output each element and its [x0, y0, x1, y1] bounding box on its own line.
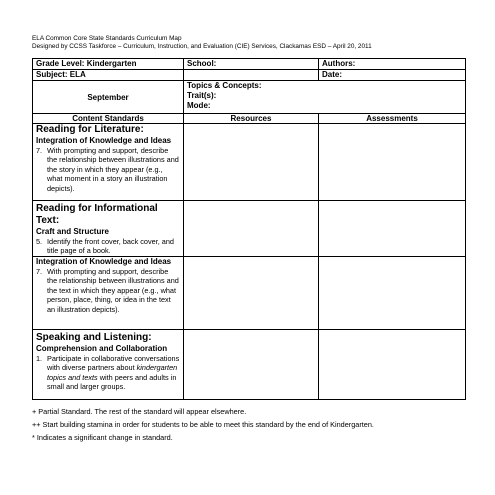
standard-description: Identify the front cover, back cover, and title page of a book. — [47, 237, 174, 256]
assessments-cell — [319, 257, 466, 330]
footnote-significant-change: * Indicates a significant change in standard. — [32, 433, 173, 442]
standard-text — [36, 267, 180, 314]
standard-number: 1. — [36, 354, 43, 363]
standard-text — [36, 146, 180, 193]
column-header-row — [33, 114, 466, 124]
topics-label: Topics & Concepts: — [187, 81, 262, 90]
month-row — [33, 81, 466, 114]
section-title: Reading for Literature: — [36, 124, 144, 135]
standard-row — [33, 201, 466, 257]
standard-number: 7. — [36, 146, 43, 155]
section-subtitle: Integration of Knowledge and Ideas — [36, 257, 172, 266]
resources-cell — [184, 330, 319, 400]
authors-cell: Authors: — [319, 59, 466, 70]
section-title: Speaking and Listening: — [36, 332, 152, 343]
standard-row — [33, 257, 466, 330]
standard-description-emphasis: kindergarten topics and texts — [47, 363, 178, 382]
standard-number: 5. — [36, 237, 43, 246]
grade-level-cell: Grade Level: Kindergarten — [33, 59, 184, 70]
section-subtitle: Craft and Structure — [36, 227, 109, 236]
date-cell: Date: — [319, 70, 466, 81]
doc-header-title: ELA Common Core State Standards Curriculum Map — [32, 35, 182, 42]
resources-cell — [184, 257, 319, 330]
standard-row — [33, 124, 466, 201]
standard-description-start: Participate in collaborative conversations with diverse partners about — [47, 354, 180, 373]
assessments-cell — [319, 330, 466, 400]
content-standards-header: Content Standards — [33, 114, 184, 124]
footnote-stamina: ++ Start building stamina in order for students to be able to meet this standard by the end of Kindergarten. — [32, 420, 374, 429]
assessments-header: Assessments — [319, 114, 466, 124]
topics-cell — [184, 81, 466, 114]
footnote-partial-standard: + Partial Standard. The rest of the standard will appear elsewhere. — [32, 407, 247, 416]
standard-text — [36, 237, 180, 256]
standard-cell — [33, 124, 184, 201]
standard-cell — [33, 330, 184, 400]
standard-description-end: with peers and adults in small and larger groups. — [47, 372, 177, 392]
doc-header-credit: Designed by CCSS Taskforce – Curriculum, Instruction, and Evaluation (CIE) Services, Clackamas ESD – April 20, 2011 — [32, 43, 372, 50]
footnotes — [32, 405, 374, 444]
mode-label: Mode: — [187, 101, 211, 110]
blank-cell — [184, 70, 319, 81]
standard-row — [33, 330, 466, 400]
resources-cell — [184, 124, 319, 201]
standard-description: With prompting and support, describe the relationship between illustrations and the text in which they appear (e.g., what person, place, thing, or idea in the text an illustration depicts). — [47, 267, 179, 314]
section-title: Reading for Informational Text: — [36, 203, 158, 226]
standard-text — [36, 354, 180, 392]
assessments-cell — [319, 124, 466, 201]
info-row-1 — [33, 59, 466, 70]
resources-header: Resources — [184, 114, 319, 124]
section-subtitle: Comprehension and Collaboration — [36, 344, 168, 353]
month-title: September — [33, 81, 184, 114]
section-subtitle: Integration of Knowledge and Ideas — [36, 136, 172, 145]
traits-label: Trait(s): — [187, 91, 217, 100]
standard-cell — [33, 201, 184, 257]
info-row-2 — [33, 70, 466, 81]
standard-cell — [33, 257, 184, 330]
resources-cell — [184, 201, 319, 257]
assessments-cell — [319, 201, 466, 257]
curriculum-map-table — [32, 58, 466, 400]
standard-description: With prompting and support, describe the relationship between illustrations and the story in which they appear (e.g., what moment in a story an illustration depicts). — [47, 146, 179, 193]
standard-number: 7. — [36, 267, 43, 276]
school-cell: School: — [184, 59, 319, 70]
subject-cell: Subject: ELA — [33, 70, 184, 81]
